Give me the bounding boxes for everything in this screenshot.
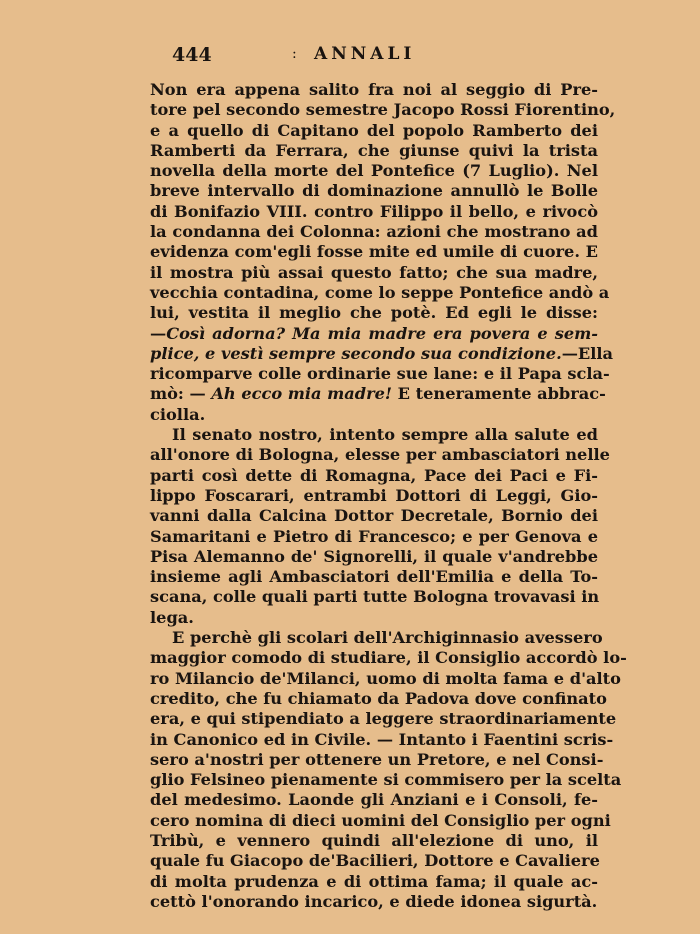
- text-segment: lega.: [150, 607, 194, 627]
- text-segment: tore pel secondo semestre Jacopo Rossi Fiorentino,: [150, 100, 616, 120]
- text-segment: Pisa Alemanno de' Signorelli, il quale v'andrebbe: [150, 546, 598, 566]
- text-line: [150, 587, 598, 607]
- text-line: [150, 527, 598, 547]
- text-segment: e a quello di Capitano del popolo Ramberto dei: [150, 120, 598, 140]
- text-line: [150, 282, 610, 303]
- text-line: [150, 242, 598, 262]
- text-line: [150, 770, 622, 790]
- text-segment: ro Milancio de'Milanci, uomo di molta fama e d'alto: [150, 668, 621, 688]
- text-segment: E perchè gli scolari dell'Archiginnasio avessero: [172, 628, 603, 648]
- page-number: 444: [172, 44, 212, 66]
- italic-quote: Ah ecco mia madre!: [211, 384, 393, 404]
- text-line: [150, 851, 598, 871]
- text-line: [150, 202, 598, 222]
- text-segment: in Canonico ed in Civile. — Intanto i Faentini scris-: [150, 729, 614, 749]
- text-segment: lui, vestita il meglio che potè. Ed egli le disse:: [150, 303, 598, 323]
- text-line: [150, 425, 598, 445]
- text-segment: maggior comodo di studiare, il Consiglio accordò lo-: [150, 648, 627, 668]
- text-line: [150, 466, 598, 486]
- text-line: [150, 547, 598, 567]
- text-line: [150, 872, 598, 892]
- text-line: [150, 628, 603, 648]
- text-segment: scana, colle quali parti tutte Bologna trovavasi in: [150, 587, 600, 607]
- text-line: [150, 688, 607, 709]
- text-segment: la condanna dei Colonna: azioni che mostrano ad: [150, 222, 598, 242]
- header-mark: :: [292, 46, 297, 62]
- text-line: [150, 384, 606, 404]
- text-line: [150, 892, 598, 912]
- page-header: [172, 44, 602, 70]
- running-title: ANNALI: [314, 44, 416, 64]
- text-line: [150, 121, 598, 141]
- text-line: [150, 100, 616, 120]
- text-segment: Non era appena salito fra noi al seggio di Pre-: [150, 80, 598, 99]
- text-segment: glio Felsineo pienamente si commisero per la scelta: [150, 770, 622, 790]
- text-line: [150, 831, 598, 851]
- text-segment: cettò l'onorando incarico, e diede idonea sigurtà.: [150, 891, 598, 911]
- italic-quote: plice, e vestì sempre secondo sua condizione.: [150, 343, 562, 363]
- text-line: [150, 567, 598, 587]
- text-line: [150, 364, 610, 384]
- text-segment: Il senato nostro, intento sempre alla salute ed: [172, 425, 598, 445]
- text-line: [150, 405, 598, 425]
- text-segment: il mostra più assai questo fatto; che sua madre,: [150, 262, 598, 282]
- text-segment: —Ella: [561, 343, 614, 363]
- text-segment: lippo Foscarari, entrambi Dottori di Leggi, Gio-: [150, 485, 598, 505]
- text-line: [150, 749, 604, 770]
- italic-quote: Così adorna? Ma mia madre era povera e sem-: [166, 323, 598, 343]
- text-line: [150, 709, 617, 729]
- text-segment: ricomparve colle ordinarie sue lane: e il Papa scla-: [150, 364, 610, 384]
- text-line: [150, 80, 598, 100]
- text-segment: Tribù, e vennero quindi all'elezione di uno, il: [150, 830, 598, 850]
- text-line: [150, 506, 598, 526]
- text-segment: di molta prudenza e di ottima fama; il quale ac-: [150, 871, 598, 891]
- text-segment: novella della morte del Pontefice (7 Luglio). Nel: [150, 161, 598, 181]
- text-segment: —: [150, 323, 167, 343]
- text-line: [150, 141, 598, 161]
- text-line: [150, 668, 621, 689]
- text-line: [150, 303, 598, 323]
- text-segment: all'onore di Bologna, elesse per ambasciatori nelle: [150, 445, 610, 465]
- text-segment: vanni dalla Calcina Dottor Decretale, Bornio dei: [150, 506, 598, 526]
- paragraph: [150, 80, 616, 425]
- text-segment: credito, che fu chiamato da Padova dove confinato: [150, 688, 607, 708]
- text-segment: sero a'nostri per ottenere un Pretore, e nel Consi-: [150, 749, 604, 769]
- body-text: [150, 80, 627, 912]
- text-line: [150, 790, 598, 810]
- text-segment: evidenza com'egli fosse mite ed umile di cuore. E: [150, 242, 598, 262]
- text-segment: Ramberti da Ferrara, che giunse quivi la trista: [150, 140, 598, 160]
- text-segment: ciolla.: [150, 404, 206, 424]
- paragraph: [150, 425, 610, 628]
- paragraph: [150, 628, 627, 912]
- text-line: [150, 263, 598, 283]
- text-segment: cero nomina di dieci uomini del Consiglio per ogni: [150, 810, 611, 830]
- text-line: [150, 608, 598, 628]
- text-segment: del medesimo. Laonde gli Anziani e i Consoli, fe-: [150, 790, 598, 810]
- text-line: [150, 343, 614, 364]
- text-line: [150, 486, 598, 506]
- text-segment: quale fu Giacopo de'Bacilieri, Dottore e Cavaliere: [150, 851, 600, 871]
- text-segment: mò: —: [150, 384, 212, 404]
- text-line: [150, 181, 598, 201]
- text-line: [150, 161, 598, 181]
- text-line: [150, 810, 611, 831]
- text-segment: E teneramente abbrac-: [392, 384, 606, 404]
- text-segment: era, e qui stipendiato a leggere straordinariamente: [150, 709, 617, 729]
- text-segment: parti così dette di Romagna, Pace dei Paci e Fi-: [150, 465, 598, 485]
- text-line: [150, 648, 627, 668]
- text-segment: di Bonifazio VIII. contro Filippo il bello, e rivocò: [150, 201, 598, 221]
- text-segment: breve intervallo di dominazione annullò le Bolle: [150, 181, 598, 201]
- text-segment: Samaritani e Pietro di Francesco; e per Genova e: [150, 526, 598, 546]
- text-line: [150, 445, 610, 465]
- text-line: [150, 222, 598, 242]
- text-line: [150, 324, 598, 344]
- text-segment: vecchia contadina, come lo seppe Pontefice andò a: [150, 282, 610, 302]
- text-segment: insieme agli Ambasciatori dell'Emilia e della To-: [150, 567, 598, 587]
- text-line: [150, 729, 614, 750]
